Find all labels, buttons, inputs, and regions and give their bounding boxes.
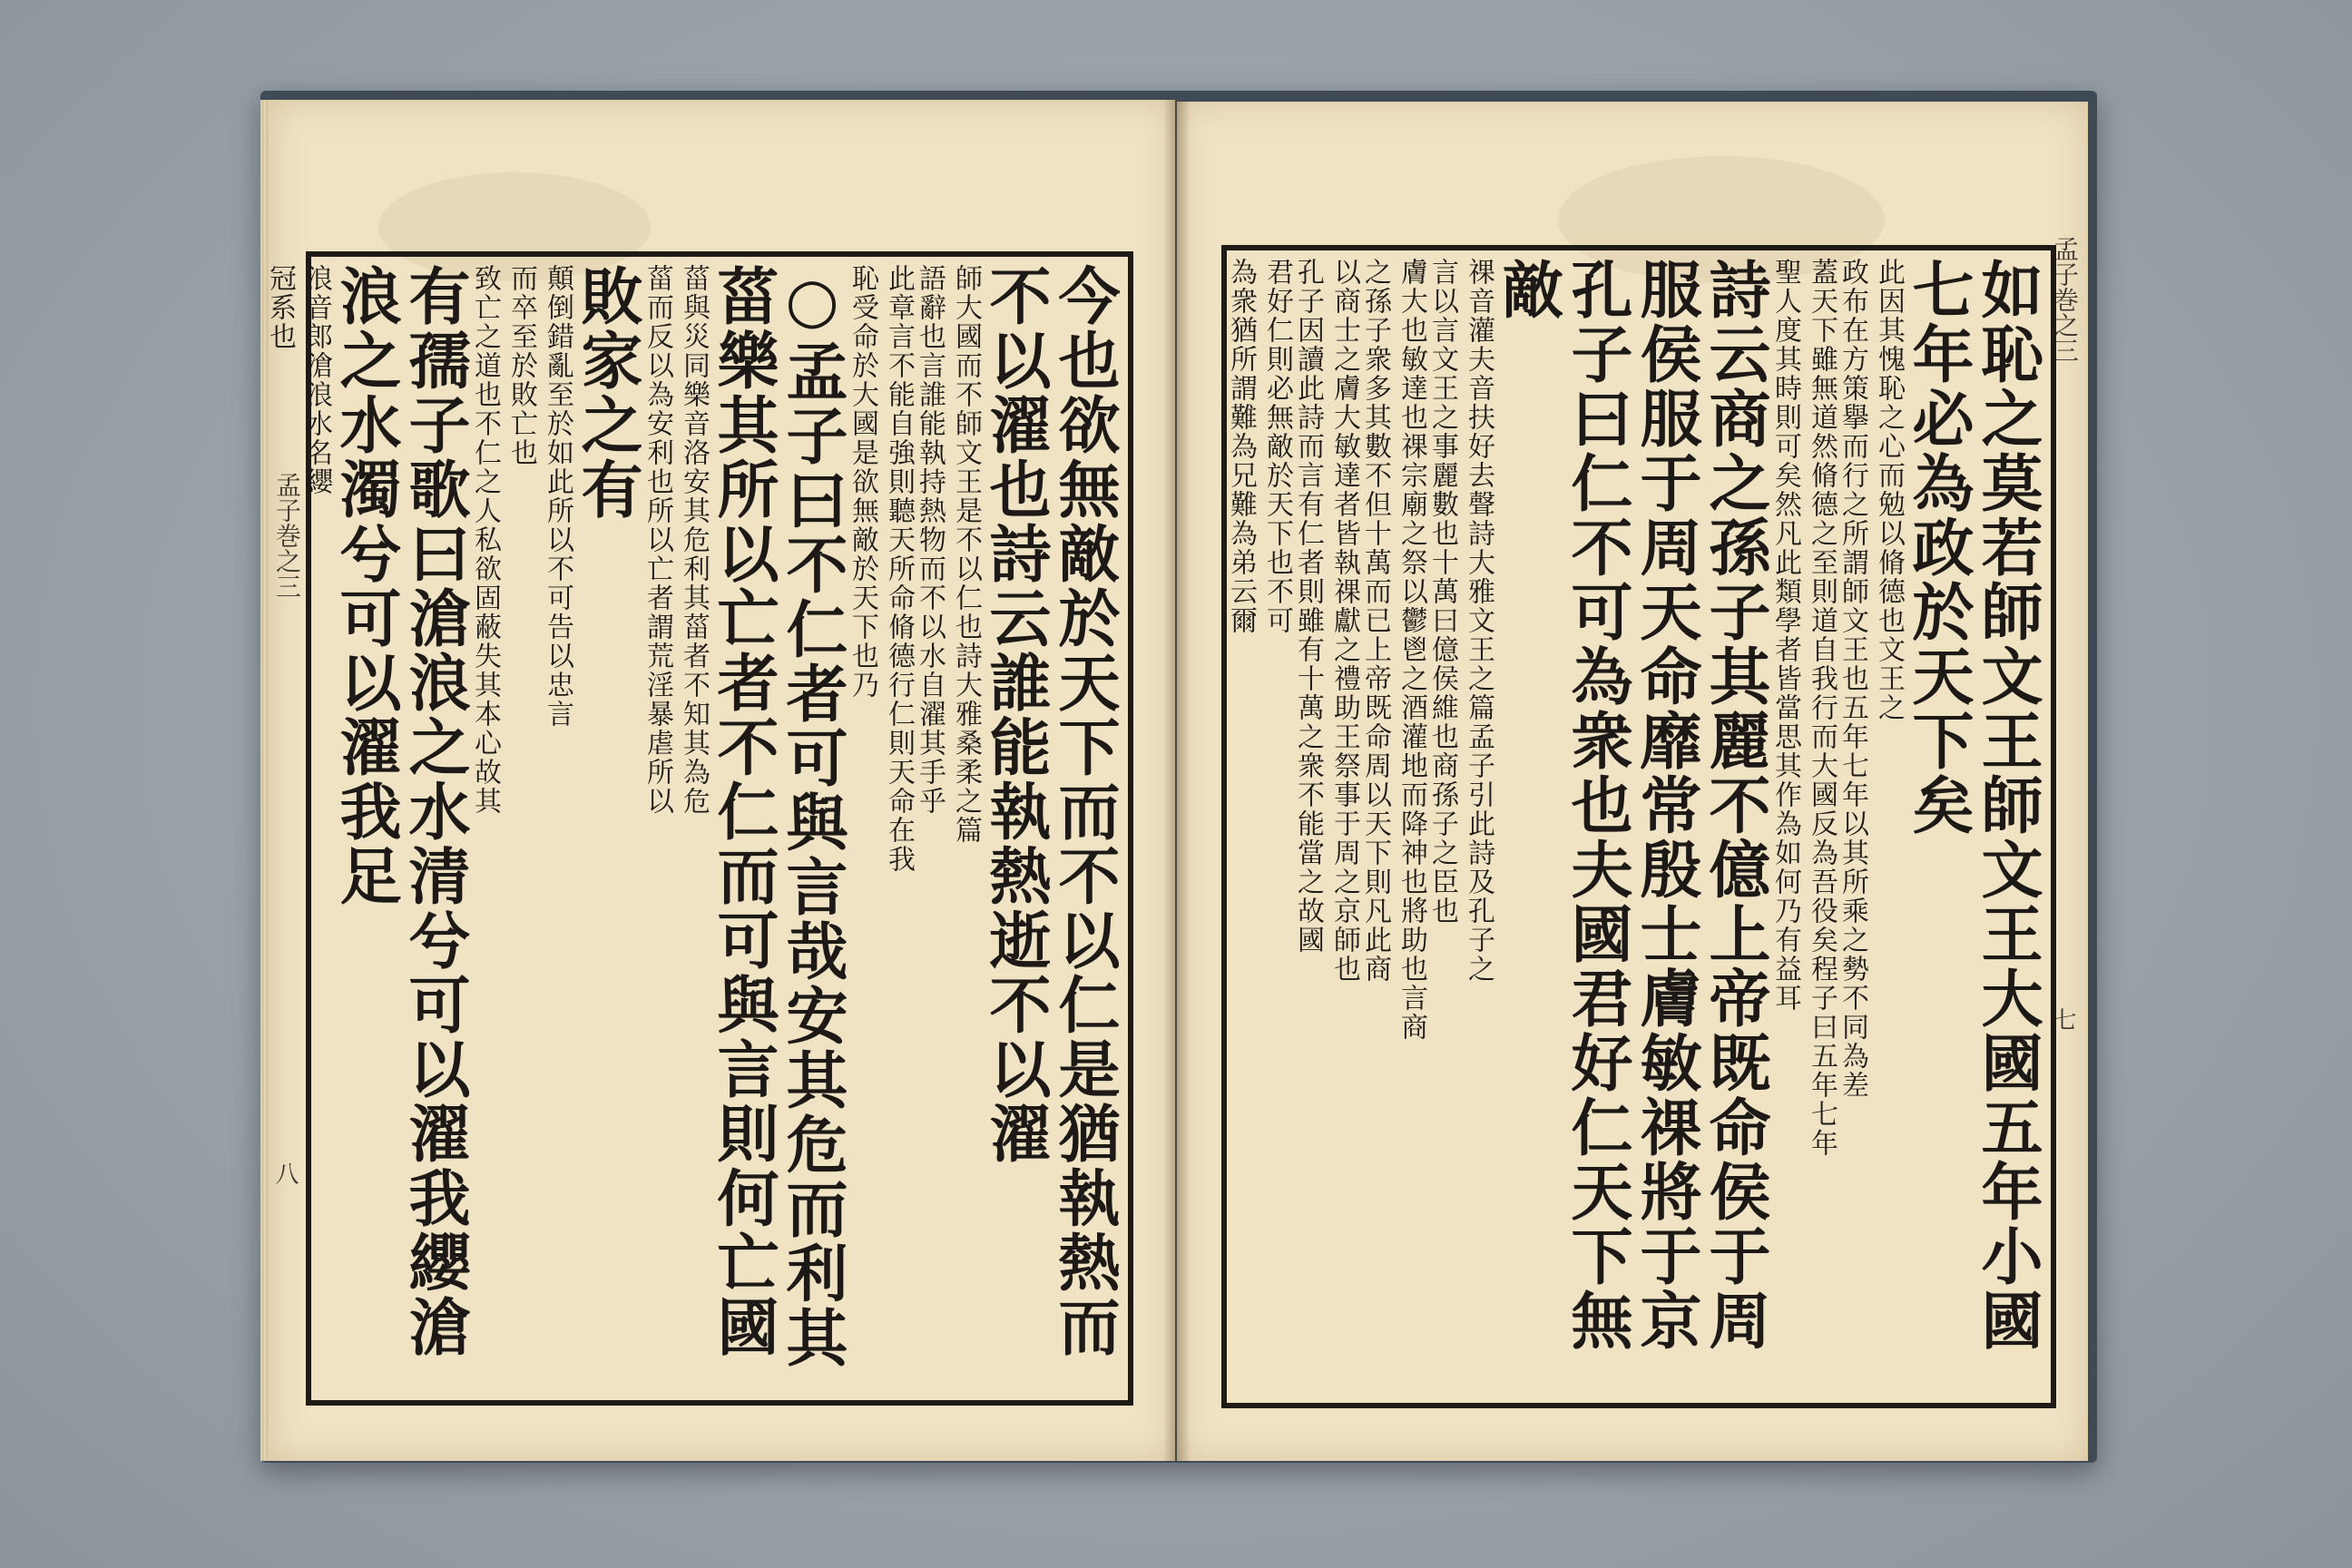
main-text-column: 七年必為政於天下矣 [1902, 258, 1975, 838]
right-folio: 七 [2049, 1007, 2076, 1031]
commentary-line: 菑而反以為安利也所以亡者謂荒淫暴虐所以 [642, 264, 673, 816]
commentary-line: 師大國而不師文王是不以仁也詩大雅桑柔之篇 [950, 264, 982, 845]
commentary-column [847, 264, 914, 1393]
book-gutter [1163, 100, 1191, 1461]
commentary-line: 菑與災同樂音洛安其危利其菑者不知其為危 [678, 264, 710, 816]
commentary-column [1769, 258, 1837, 1396]
commentary-line: 祼音灌夫音扶好去聲詩大雅文王之篇孟子引此詩及孔子之 [1463, 258, 1494, 984]
commentary-line: 致亡之道也不仁之人私欲固蔽失其本心故其 [469, 264, 501, 816]
main-text-column: 如恥之莫若師文王師文王大國五年小國 [1971, 258, 2043, 1353]
commentary-line: 語辭也言誰能執持熱物而不以水自濯其手乎 [914, 264, 946, 816]
commentary-column [264, 264, 331, 1393]
commentary-column [1426, 258, 1494, 1396]
commentary-line: 以商士之膚大敏達者皆執祼獻之禮助王祭事于周之京師也 [1328, 258, 1360, 984]
commentary-line: 為衆猶所謂難為兄難為弟云爾 [1225, 258, 1257, 635]
commentary-line: 而卒至於敗亡也 [505, 264, 537, 467]
commentary-column [1837, 258, 1904, 1396]
main-text-column: 敗家之有 [571, 264, 643, 522]
commentary-column [1225, 258, 1292, 1396]
commentary-line: 膚大也敏達也祼宗廟之祭以鬱鬯之酒灌地而降神也將助也言商 [1396, 258, 1427, 1042]
main-text-column: 有孺子歌曰滄浪之水清兮可以濯我纓滄 [398, 264, 471, 1359]
left-folio: 八 [271, 1161, 299, 1185]
commentary-column [914, 264, 981, 1393]
commentary-line: 此章言不能自強則聽天所命脩德行仁則天命在我 [883, 264, 915, 874]
commentary-line: 浪音郎滄浪水名纓 [300, 264, 332, 496]
commentary-line: 冠系也 [264, 264, 296, 351]
commentary-column [642, 264, 709, 1393]
commentary-line: 孔子因讀此詩而言有仁者則雖有十萬之衆不能當之故國 [1292, 258, 1324, 955]
right-text-columns [1227, 250, 2051, 1403]
commentary-line: 蓋天下雖無道然脩德之至則道自我行而大國反為吾役矣程子曰五年七年 [1806, 258, 1838, 1158]
main-text-column: 菑樂其所以亡者不仁而可與言則何亡國 [707, 264, 779, 1359]
main-text-column: 孔子曰仁不可為衆也夫國君好仁天下無 [1561, 258, 1633, 1353]
commentary-line: 言以言文王之事麗數也十萬曰億侯維也商孫子之臣也 [1426, 258, 1458, 926]
main-text-column: 敵 [1492, 258, 1564, 322]
commentary-column [469, 264, 573, 1393]
commentary-line: 恥受命於大國是欲無敵於天下也乃 [847, 264, 878, 700]
commentary-line: 聖人度其時則可矣然凡此類學者皆當思其作為如何乃有益耳 [1769, 258, 1801, 1013]
commentary-line: 政布在方策擧而行之所謂師文王也五年七年以其所乘之勢不同為差 [1837, 258, 1868, 1100]
commentary-line: 之孫子衆多其數不但十萬而已上帝既命周以天下則凡此商 [1359, 258, 1391, 984]
commentary-line: 君好仁則必無敵於天下也不可 [1261, 258, 1293, 635]
commentary-line: 此因其愧恥之心而勉以脩德也文王之 [1873, 258, 1905, 722]
main-text-column: 不以濯也詩云誰能執熱逝不以濯 [979, 264, 1052, 1166]
left-running-header: 孟子巻之三 [272, 472, 302, 599]
main-text-column: ○孟子曰不仁者可與言哉安其危而利其 [776, 264, 848, 1370]
main-text-column: 詩云商之孫子其麗不億上帝既命侯于周 [1699, 258, 1771, 1353]
right-running-header: 孟子巻之三 [2050, 236, 2080, 363]
commentary-line: 顛倒錯亂至於如此所以不可告以忠言 [542, 264, 573, 729]
main-text-column: 服侯服于周天命靡常殷士膚敏祼將于京 [1630, 258, 1702, 1353]
commentary-column [1359, 258, 1426, 1396]
main-text-column: 浪之水濁兮可以濯我足 [329, 264, 402, 908]
main-text-column: 今也欲無敵於天下而不以仁是猶執熱而 [1048, 264, 1121, 1359]
right-text-frame [1221, 245, 2056, 1408]
commentary-column [1292, 258, 1359, 1396]
